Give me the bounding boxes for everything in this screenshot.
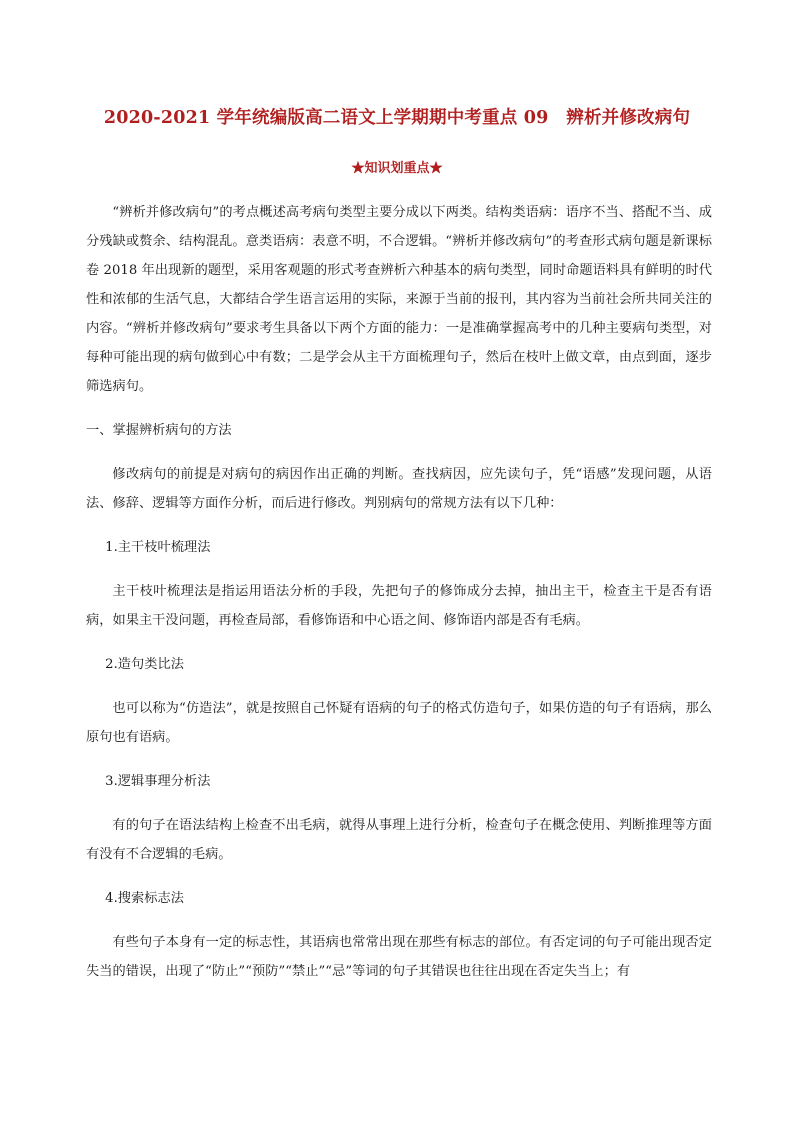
method-2-title: 2.造句类比法 <box>105 657 184 672</box>
section-heading: 一、掌握辨析病句的方法 <box>86 423 232 438</box>
method-2-text: 也可以称为“仿造法”，就是按照自己怀疑有语病的句子的格式仿造句子，如果仿造的句子有语病，那么原句也有语病。 <box>86 701 712 745</box>
method-1-text: 主干枝叶梳理法是指运用语法分析的手段，先把句子的修饰成分去掉，抽出主干，检查主干是否有语病，如果主干没问题，再检查局部，看修饰语和中心语之间、修饰语内部是否有毛病。 <box>86 584 712 628</box>
section-label: ★知识划重点★ <box>351 161 443 176</box>
method-3-title: 3.逻辑事理分析法 <box>105 774 211 789</box>
intro-paragraph: “辨析并修改病句”的考点概述高考病句类型主要分成以下两类。结构类语病：语序不当、搭配不当、成分残缺或赘余、结构混乱。意类语病：表意不明，不合逻辑。“辨析并修改病句”的考查形式病句题是新课标卷 2018 年出现新的题型，采用客观题的形式考查辨析六种基本的病句类型，同时命题语料具有鲜明的时代性和浓郁的生活气息，大都结合学生语言运用的实际，来源于当前的报刊，其内容为当前社会所共同关注的内容。“辨析并修改病句”要求考生具备以下两个方面的能力：一是准确掌握高考中的几种主要病句类型，对每种可能出现的病句做到心中有数；二是学会从主干方面梳理句子，然后在枝叶上做文章，由点到面，逐步筛选病句。 <box>86 205 712 394</box>
method-4-text: 有些句子本身有一定的标志性，其语病也常常出现在那些有标志的部位。有否定词的句子可能出现否定失当的错误，出现了“防止”“预防”“禁止”“忌”等词的句子其错误也往往出现在否定失当上；有 <box>86 935 712 979</box>
method-1-title: 1.主干枝叶梳理法 <box>105 540 211 555</box>
document-title: 2020-2021 学年统编版高二语文上学期期中考重点 09 辨析并修改病句 <box>103 108 691 128</box>
document-body <box>86 198 712 986</box>
method-4-title: 4.搜索标志法 <box>105 891 184 906</box>
method-3-text: 有的句子在语法结构上检查不出毛病，就得从事理上进行分析，检查句子在概念使用、判断推理等方面有没有不合逻辑的毛病。 <box>86 818 712 862</box>
methods-intro-paragraph: 修改病句的前提是对病句的病因作出正确的判断。查找病因，应先读句子，凭“语感”发现问题，从语法、修辞、逻辑等方面作分析，而后进行修改。判别病句的常规方法有以下几种： <box>86 467 712 511</box>
